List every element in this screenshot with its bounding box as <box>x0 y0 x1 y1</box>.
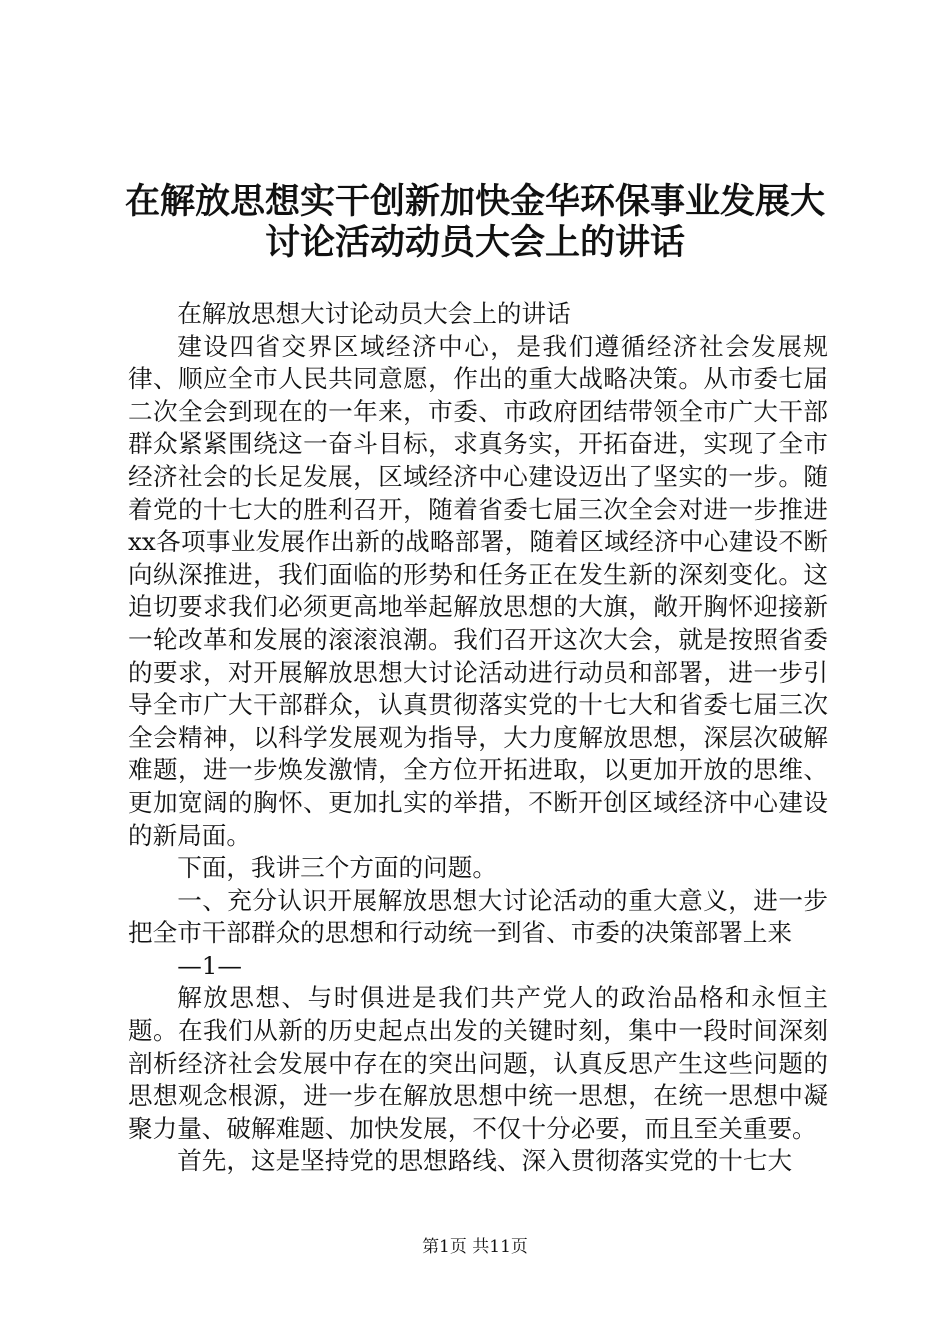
document-title-line-2: 讨论活动动员大会上的讲话 <box>264 223 685 263</box>
paragraph-1: 建设四省交界区域经济中心，是我们遵循经济社会发展规律、顺应全市人民共同意愿，作出的重大战略决策。从市委七届二次全会到现在的一年来，市委、市政府团结带领全市广大干部群众紧紧围绕这一奋斗目标，求真务实，开拓奋进，实现了全市经济社会的长足发展，区域经济中心建设迈出了坚实的一步。随着党的十七大的胜利召开，随着省委七届三次全会对进一步推进xx各项事业发展作出新的战略部署，随着区域经济中心建设不断向纵深推进，我们面临的形势和任务正在发生新的深刻变化。这迫切要求我们必须更高地举起解放思想的大旗，敞开胸怀迎接新一轮改革和发展的滚滚浪潮。我们召开这次大会，就是按照省委的要求，对开展解放思想大讨论活动进行动员和部署，进一步引导全市广大干部群众，认真贯彻落实党的十七大和省委七届三次全会精神，以科学发展观为指导，大力度解放思想，深层次破解难题，进一步焕发激情，全方位开拓进取，以更加开放的思维、更加宽阔的胸怀、更加扎实的举措，不断开创区域经济中心建设的新局面。 <box>128 331 828 850</box>
paragraph-section-heading: 一、充分认识开展解放思想大讨论活动的重大意义，进一步把全市干部群众的思想和行动统一到省、市委的决策部署上来 <box>128 885 828 948</box>
document-title-line-1: 在解放思想实干创新加快金华环保事业发展大 <box>124 182 825 222</box>
paragraph-3: 解放思想、与时俱进是我们共产党人的政治品格和永恒主题。在我们从新的历史起点出发的关键时刻，集中一段时间深刻剖析经济社会发展中存在的突出问题，认真反思产生这些问题的思想观念根源，进一步在解放思想中统一思想，在统一思想中凝聚力量、破解难题、加快发展，不仅十分必要，而且至关重要。 <box>128 983 828 1143</box>
document-body <box>128 298 828 1178</box>
paragraph-2: 下面，我讲三个方面的问题。 <box>177 853 497 883</box>
inline-page-number: —1— <box>177 950 243 980</box>
page-footer: 第1页 共11页 <box>422 1237 528 1257</box>
paragraph-4: 首先，这是坚持党的思想路线、深入贯彻落实党的十七大 <box>177 1146 793 1176</box>
paragraph-subtitle: 在解放思想大讨论动员大会上的讲话 <box>177 299 571 328</box>
